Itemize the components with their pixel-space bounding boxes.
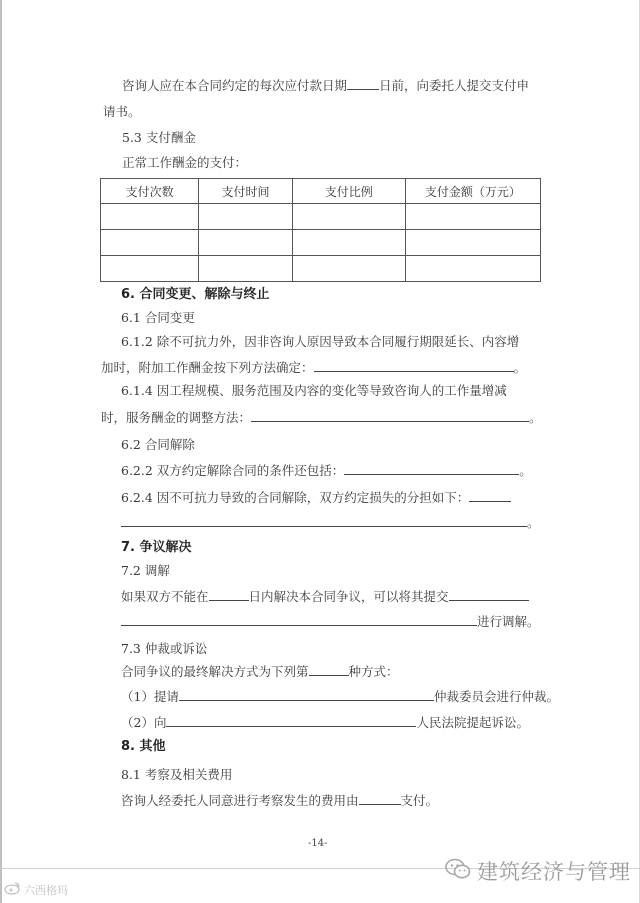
table-row (101, 256, 541, 282)
table-cell (292, 256, 405, 282)
site-logo-text: 六西格玛 (24, 883, 68, 897)
section-6-2-4-line-2: 。 (121, 514, 540, 531)
table-row (101, 230, 541, 256)
table-cell (101, 256, 199, 282)
option-1-arbitration: （1）提请 仲裁委员会进行仲裁。 (121, 689, 559, 704)
section-6-1-title: 6.1 合同变更 (121, 310, 195, 325)
section-8-1-line: 咨询人经委托人同意进行考察发生的费用由 支付。 (121, 793, 439, 808)
table-cell (405, 230, 540, 256)
section-7-3-line: 合同争议的最终解决方式为下列第 种方式： (121, 664, 399, 679)
table-cell (199, 256, 292, 282)
table-cell (292, 204, 405, 230)
section-6-2-4-line: 6.2.4 因不可抗力导致的合同解除，双方约定损失的分担如下： (121, 489, 511, 506)
table-cell (199, 204, 292, 230)
table-cell (101, 230, 199, 256)
section-5-3-title: 5.3 支付酬金 (122, 130, 196, 145)
mediation-body-blank-1 (449, 588, 529, 601)
inspection-cost-bearer-blank (359, 792, 401, 805)
table-header-cell: 支付金额（万元） (405, 179, 540, 204)
table-header-cell: 支付比例 (292, 179, 405, 204)
section-7-2-line-2: 进行调解。 (121, 613, 540, 630)
loss-sharing-blank-1 (469, 489, 511, 502)
table-cell (199, 230, 292, 256)
page-number: -14- (308, 838, 328, 849)
section-6-1-2-line-1: 6.1.2 除不可抗力外，因非咨询人原因导致本合同履行期限延长、内容增 (121, 334, 520, 349)
section-6-title: 6. 合同变更、解除与终止 (121, 287, 270, 302)
section-6-1-2-line-2: 加时，附加工作酬金按下列方法确定： 。 (101, 360, 527, 375)
payment-days-blank (347, 77, 379, 90)
mediation-days-blank (209, 588, 249, 601)
table-cell (292, 230, 405, 256)
section-5-3-subtitle: 正常工作酬金的支付： (122, 155, 248, 170)
payment-request-line-2: 请书。 (103, 104, 141, 119)
section-7-title: 7. 争议解决 (121, 540, 192, 555)
payment-request-line-1: 咨询人应在本合同约定的每次应付款日期 日前，向委托人提交支付申 (122, 78, 530, 93)
section-6-2-2-line: 6.2.2 双方约定解除合同的条件还包括： 。 (121, 463, 532, 478)
weibo-icon (4, 880, 22, 899)
section-7-2-title: 7.2 调解 (121, 563, 170, 578)
wechat-icon (445, 858, 471, 884)
table-cell (405, 204, 540, 230)
court-blank (166, 714, 416, 727)
extra-fee-method-blank (314, 359, 514, 372)
mediation-body-blank-2 (121, 613, 477, 626)
table-header-cell: 支付次数 (101, 179, 199, 204)
payment-table (100, 178, 541, 282)
site-logo (4, 880, 68, 899)
option-2-litigation: （2）向 人民法院提起诉讼。 (121, 715, 529, 730)
section-7-2-line-1: 如果双方不能在 日内解决本合同争议，可以将其提交 (121, 588, 529, 605)
page-edge-left (0, 0, 2, 903)
section-6-1-4-line-2: 时，服务酬金的调整方法： 。 (101, 410, 542, 425)
resolution-method-blank (309, 663, 349, 676)
section-7-3-title: 7.3 仲裁或诉讼 (121, 641, 208, 656)
fee-adjustment-blank (251, 409, 529, 422)
table-row (101, 204, 541, 230)
table-header-cell: 支付时间 (199, 179, 292, 204)
arbitration-commission-blank (179, 688, 434, 701)
section-6-2-title: 6.2 合同解除 (121, 437, 195, 452)
termination-conditions-blank (344, 462, 519, 475)
table-cell (405, 256, 540, 282)
watermark-text: 建筑经济与管理 (477, 860, 631, 884)
section-8-1-title: 8.1 考察及相关费用 (121, 767, 233, 782)
wechat-watermark (445, 856, 631, 886)
section-6-1-4-line-1: 6.1.4 因工程规模、服务范围及内容的变化等导致咨询人的工作量增减 (121, 383, 507, 398)
section-8-title: 8. 其他 (121, 739, 166, 754)
loss-sharing-blank-2 (121, 514, 527, 527)
table-cell (101, 204, 199, 230)
table-header-row (101, 179, 541, 204)
